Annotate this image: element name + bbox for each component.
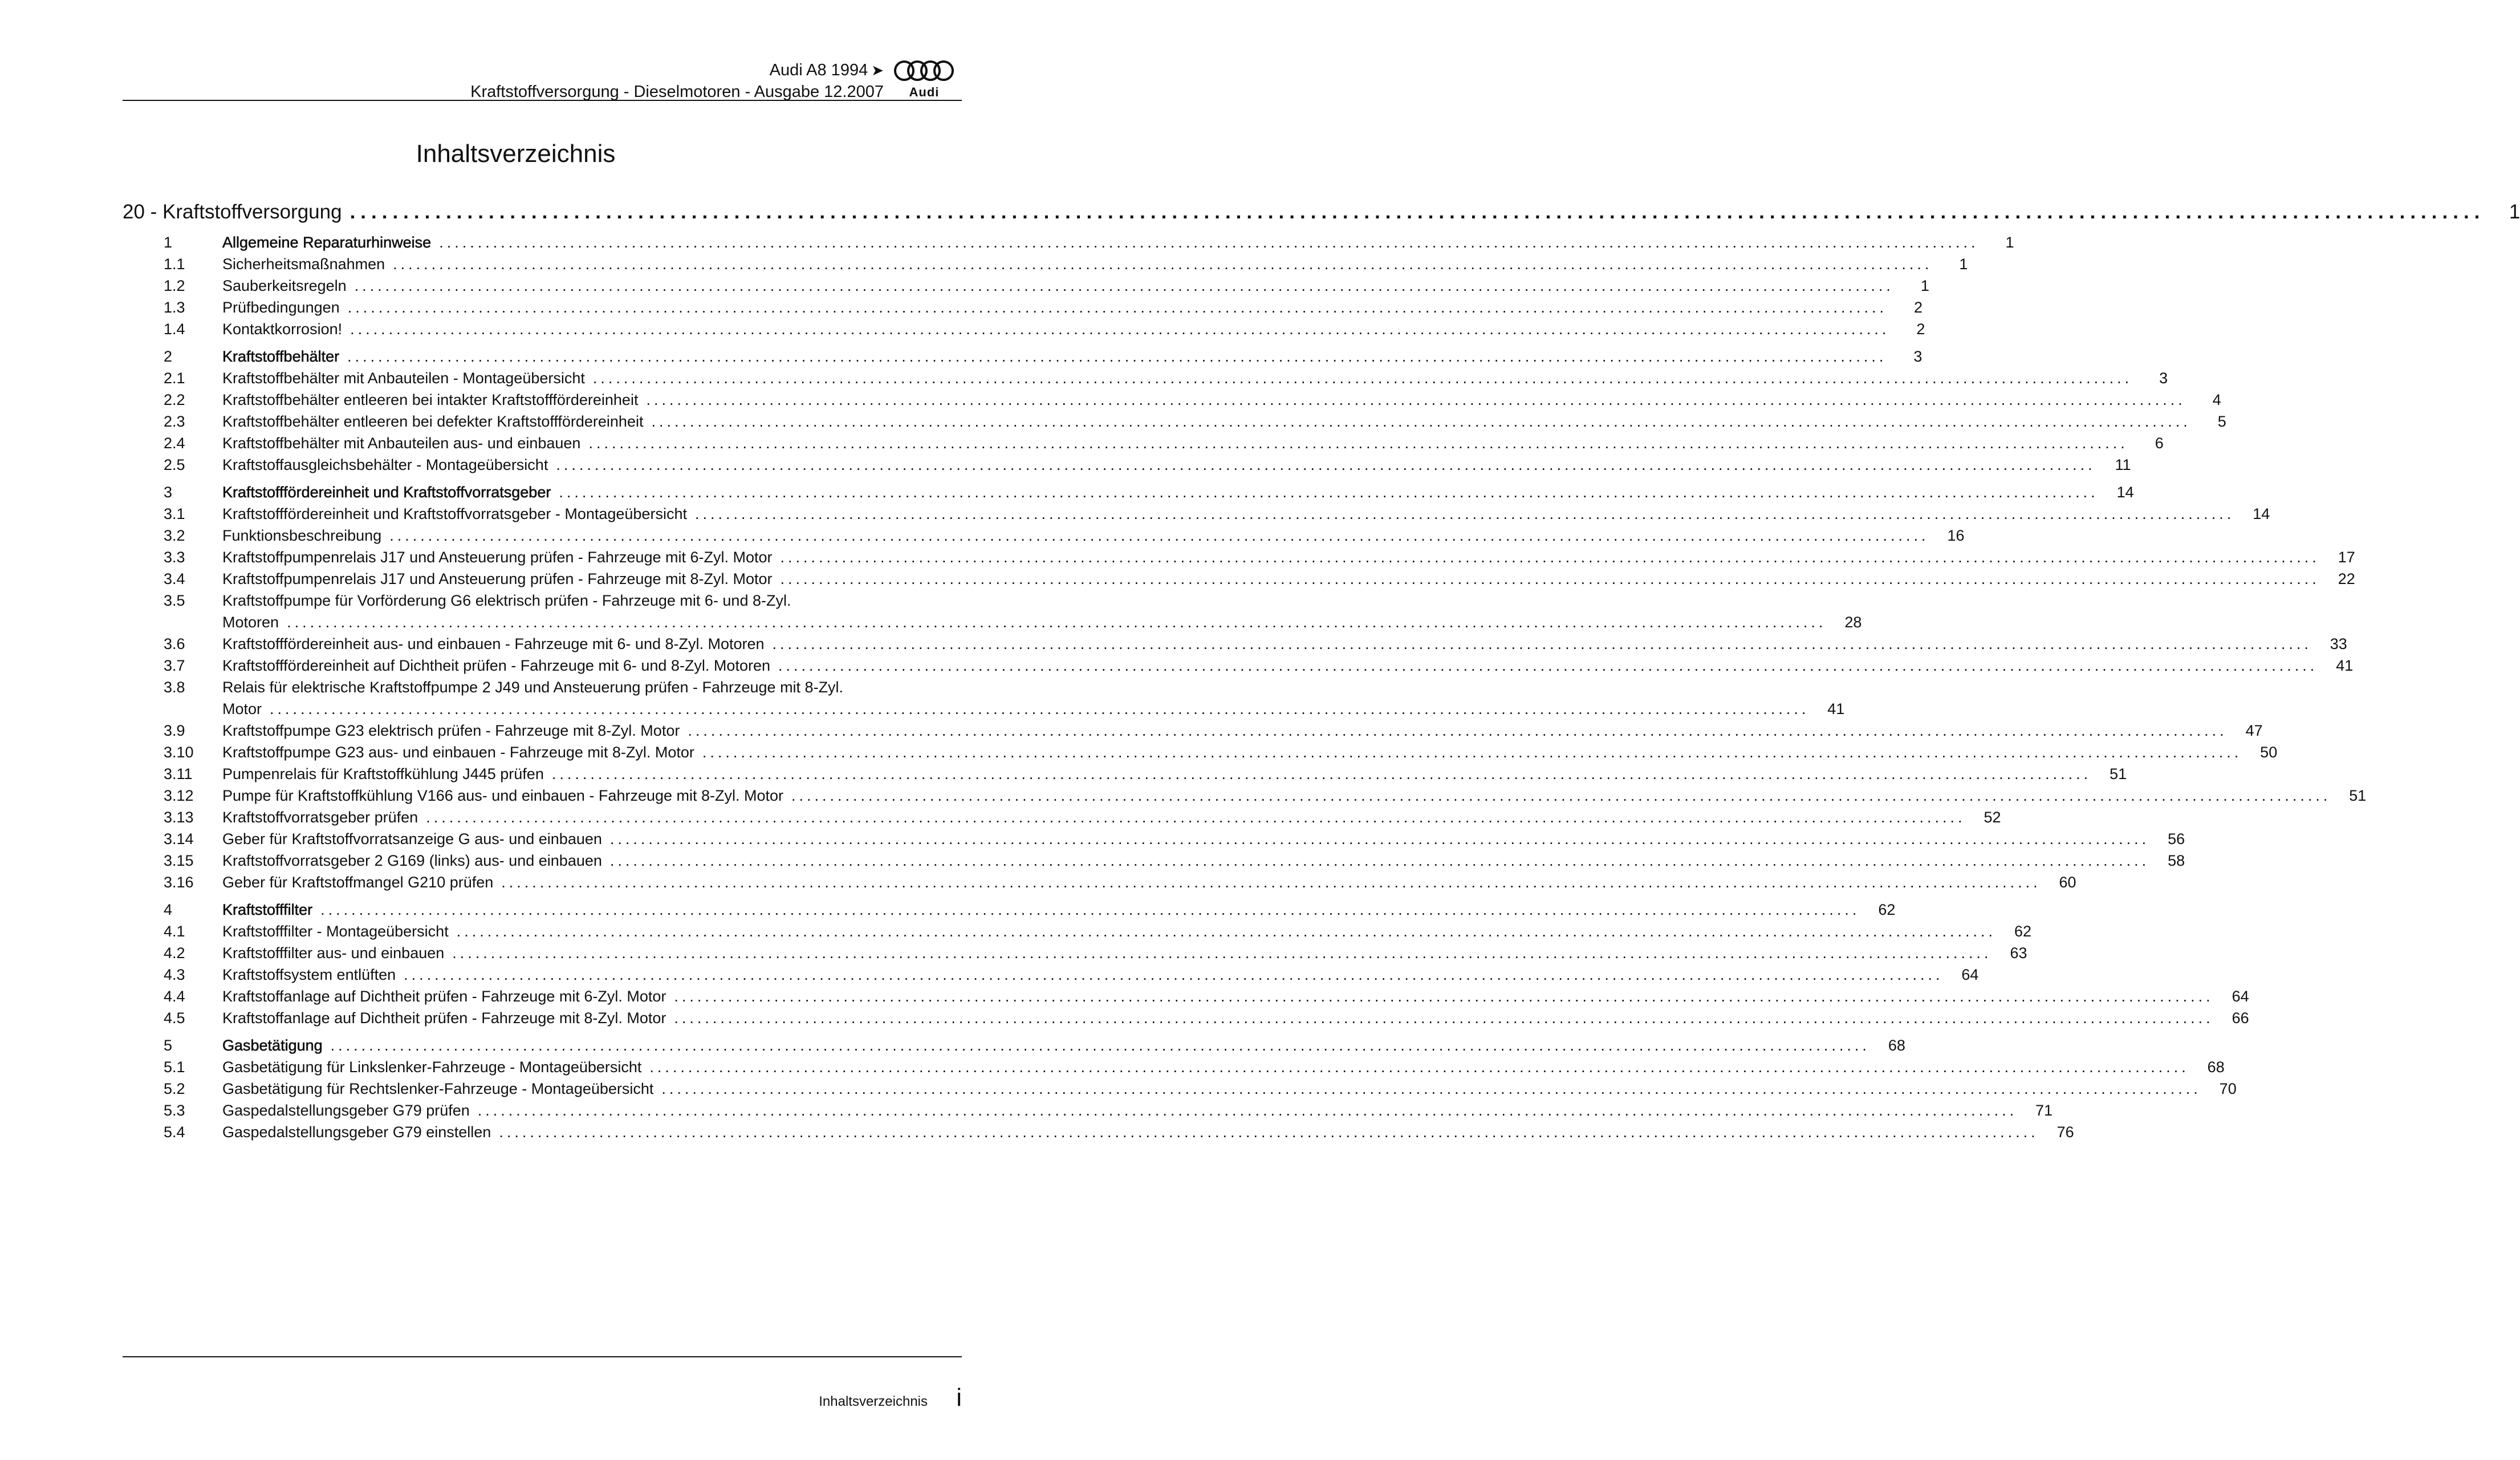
footer-page-number: i bbox=[956, 1384, 962, 1412]
toc-item-number: 2.4 bbox=[164, 435, 185, 452]
toc-item-page: 56 bbox=[2168, 830, 2185, 847]
toc-item-title: Geber für Kraftstoffvorratsanzeige G aus- und einbauen bbox=[222, 830, 602, 847]
toc-item-title: Sauberkeitsregeln bbox=[222, 277, 347, 294]
toc-item[interactable] bbox=[123, 828, 2185, 850]
toc-section-number: 5 bbox=[164, 1037, 173, 1054]
toc-item-page: 76 bbox=[2056, 1124, 2074, 1141]
toc-leader: ........................................................................................................................................................................................................ bbox=[780, 549, 2320, 566]
toc-item-number: 2.5 bbox=[164, 456, 185, 473]
toc-leader: ........................................................................................................................................................................................................ bbox=[694, 505, 2235, 522]
toc-leader: ........................................................................................................................................................................................................ bbox=[588, 435, 2128, 452]
toc-item-title: Kraftstofffördereinheit aus- und einbauen - Fahrzeuge mit 6- und 8-Zyl. Motoren bbox=[222, 635, 765, 652]
toc-item-title: Kraftstoffbehälter entleeren bei defekter Kraftstofffördereinheit bbox=[222, 413, 644, 430]
toc-leader: ........................................................................................................................................................................................................ bbox=[551, 765, 2092, 782]
toc-item-page: 4 bbox=[2212, 391, 2221, 408]
toc-leader: ........................................................................................................................................................................................................ bbox=[499, 1124, 2039, 1141]
toc-item-page: 11 bbox=[2115, 456, 2131, 473]
toc-item-page: 71 bbox=[2035, 1102, 2053, 1119]
toc-item-number: 2.1 bbox=[164, 370, 185, 387]
toc-item-page: 14 bbox=[2253, 505, 2270, 522]
toc-item-title: Kraftstoffanlage auf Dichtheit prüfen - Fahrzeuge mit 8-Zyl. Motor bbox=[222, 1009, 666, 1027]
toc-leader: ........................................................................................................................................................................................................ bbox=[791, 787, 2331, 804]
toc-item-number: 4.4 bbox=[164, 988, 185, 1005]
toc-leader: ........................................................................................................................................................................................................ bbox=[270, 700, 1810, 717]
toc-section[interactable] bbox=[123, 346, 1922, 367]
toc-item-page: 17 bbox=[2338, 549, 2355, 566]
audi-logo bbox=[892, 59, 956, 99]
header-model: Audi A8 1994 bbox=[769, 61, 868, 79]
toc-leader: ........................................................................................................................................................................................................ bbox=[556, 456, 2096, 473]
toc-leader: ........................................................................................................................................................................................................ bbox=[456, 923, 1996, 940]
toc-item-title: Kraftstoffvorratsgeber 2 G169 (links) aus- und einbauen bbox=[222, 852, 602, 869]
toc-item-number: 5.1 bbox=[164, 1058, 185, 1076]
toc-section-number: 2 bbox=[164, 348, 173, 365]
toc-section-title: Allgemeine Reparaturhinweise bbox=[222, 234, 432, 251]
header-rule bbox=[123, 100, 962, 101]
toc-item[interactable] bbox=[123, 454, 2131, 476]
toc-leader: ........................................................................................................................................................................................................ bbox=[772, 635, 2312, 652]
toc-leader: ........................................................................................................................................................................................................ bbox=[646, 391, 2186, 408]
toc-item-title: Pumpenrelais für Kraftstoffkühlung J445 prüfen bbox=[222, 765, 544, 782]
toc-chapter-page: 1 bbox=[2509, 201, 2520, 223]
toc-item[interactable] bbox=[123, 785, 2367, 806]
page-header bbox=[123, 54, 962, 101]
toc-item[interactable] bbox=[123, 676, 1845, 720]
toc-item-number: 3.9 bbox=[164, 722, 185, 739]
toc-item-number: 5.4 bbox=[164, 1124, 185, 1141]
toc-item[interactable] bbox=[123, 411, 2226, 432]
toc-item-title: Relais für elektrische Kraftstoffpumpe 2 J49 und Ansteuerung prüfen - Fahrzeuge mit 8-Zyl. bbox=[222, 679, 844, 696]
toc-item-title: Kraftstoffbehälter mit Anbauteilen - Montageübersicht bbox=[222, 370, 585, 387]
toc-item-title: Kraftstoffpumpenrelais J17 und Ansteuerung prüfen - Fahrzeuge mit 8-Zyl. Motor bbox=[222, 570, 773, 587]
toc-item-page: 2 bbox=[1916, 321, 1925, 338]
toc-item-title: Gaspedalstellungsgeber G79 einstellen bbox=[222, 1124, 491, 1141]
toc-section-number: 1 bbox=[164, 234, 173, 251]
toc-leader: ........................................................................................................................................................................................................ bbox=[778, 657, 2318, 674]
toc-item-number: 3.11 bbox=[164, 765, 193, 782]
toc-leader: ........................................................................................................................................................................................................ bbox=[501, 874, 2041, 891]
toc-item-title: Kraftstofffilter - Montageübersicht bbox=[222, 923, 449, 940]
toc-item[interactable] bbox=[123, 850, 2185, 871]
table-of-contents bbox=[123, 198, 2520, 1143]
toc-item-number: 4.1 bbox=[164, 923, 185, 940]
toc-item-number: 3.7 bbox=[164, 657, 185, 674]
toc-item-title: Kraftstoffsystem entlüften bbox=[222, 966, 396, 983]
toc-item-title: Kraftstoffvorratsgeber prüfen bbox=[222, 809, 418, 826]
toc-leader: ........................................................................................................................................................................................................ bbox=[350, 321, 1890, 338]
toc-item[interactable] bbox=[123, 432, 2164, 454]
toc-section-number: 4 bbox=[164, 901, 173, 918]
toc-item-title: Kontaktkorrosion! bbox=[222, 321, 343, 338]
toc-leader: ........................................................................................................................................................................................................ bbox=[347, 299, 1887, 316]
toc-item[interactable] bbox=[123, 367, 2168, 389]
toc-item-page: 52 bbox=[1984, 809, 2001, 826]
toc-item[interactable] bbox=[123, 1007, 2249, 1029]
toc-item[interactable] bbox=[123, 525, 1965, 546]
toc-item-title: Prüfbedingungen bbox=[222, 299, 340, 316]
toc-section-title: Kraftstofffilter bbox=[222, 901, 313, 918]
toc-leader: ........................................................................................................................................................................................................ bbox=[349, 201, 2485, 223]
toc-item[interactable] bbox=[123, 806, 2001, 828]
toc-item-page: 1 bbox=[1959, 256, 1968, 273]
toc-item-page: 50 bbox=[2260, 744, 2278, 761]
toc-item-number: 3.3 bbox=[164, 549, 185, 566]
toc-item-title-cont: Motoren bbox=[222, 614, 279, 631]
toc-item-title: Gasbetätigung für Rechtslenker-Fahrzeuge - Montageübersicht bbox=[222, 1080, 654, 1097]
toc-item[interactable] bbox=[123, 1078, 2237, 1100]
toc-item[interactable] bbox=[123, 871, 2076, 893]
toc-item-number: 1.4 bbox=[164, 321, 185, 338]
page-footer bbox=[123, 1356, 962, 1412]
toc-leader: ........................................................................................................................................................................................................ bbox=[609, 852, 2150, 869]
toc-item-page: 66 bbox=[2232, 1009, 2249, 1027]
toc-item-title: Gaspedalstellungsgeber G79 prüfen bbox=[222, 1102, 470, 1119]
page-title: Inhaltsverzeichnis bbox=[416, 140, 616, 168]
toc-item[interactable] bbox=[123, 590, 1862, 633]
toc-item-number: 3.4 bbox=[164, 570, 185, 587]
toc-item-number: 5.3 bbox=[164, 1102, 185, 1119]
toc-section-page: 1 bbox=[2005, 234, 2014, 251]
toc-item[interactable] bbox=[123, 568, 2355, 590]
toc-item-title: Pumpe für Kraftstoffkühlung V166 aus- und einbauen - Fahrzeuge mit 8-Zyl. Motor bbox=[222, 787, 784, 804]
toc-item-number: 3.8 bbox=[164, 679, 185, 696]
toc-leader: ........................................................................................................................................................................................................ bbox=[320, 901, 1860, 918]
toc-section-title: Gasbetätigung bbox=[222, 1037, 323, 1054]
toc-leader: ........................................................................................................................................................................................................ bbox=[688, 722, 2228, 739]
toc-item-title: Kraftstoffausgleichsbehälter - Montageübersicht bbox=[222, 456, 548, 473]
toc-item-number: 3.14 bbox=[164, 830, 194, 847]
toc-section-title: Kraftstoffbehälter bbox=[222, 348, 340, 365]
toc-item-number: 4.5 bbox=[164, 1009, 185, 1027]
toc-leader: ........................................................................................................................................................................................................ bbox=[354, 277, 1894, 294]
toc-section-number: 3 bbox=[164, 484, 173, 501]
footer-label: Inhaltsverzeichnis bbox=[819, 1394, 928, 1409]
toc-item-title: Gasbetätigung für Linkslenker-Fahrzeuge - Montageübersicht bbox=[222, 1058, 642, 1076]
toc-item-page: 63 bbox=[2010, 944, 2027, 962]
toc-item-number: 1.3 bbox=[164, 299, 185, 316]
toc-leader: ........................................................................................................................................................................................................ bbox=[702, 744, 2242, 761]
toc-item[interactable] bbox=[123, 942, 2027, 964]
toc-leader: ........................................................................................................................................................................................................ bbox=[559, 484, 2099, 501]
toc-item-number: 2.3 bbox=[164, 413, 185, 430]
toc-item-page: 64 bbox=[1961, 966, 1979, 983]
toc-item-title: Kraftstoffpumpe G23 elektrisch prüfen - Fahrzeuge mit 8-Zyl. Motor bbox=[222, 722, 680, 739]
toc-item-page: 33 bbox=[2330, 635, 2347, 652]
toc-item-number: 3.12 bbox=[164, 787, 194, 804]
header-subtitle: Kraftstoffversorgung - Dieselmotoren - Ausgabe 12.2007 bbox=[470, 83, 884, 101]
toc-item-number: 3.13 bbox=[164, 809, 194, 826]
toc-chapter[interactable] bbox=[123, 198, 2520, 226]
toc-section-title: Kraftstofffördereinheit und Kraftstoffvorratsgeber bbox=[222, 484, 551, 501]
toc-item-number: 1.1 bbox=[164, 256, 185, 273]
toc-item-number: 1.2 bbox=[164, 277, 185, 294]
toc-chapter-title: 20 - Kraftstoffversorgung bbox=[123, 201, 342, 223]
toc-item-title-cont: Motor bbox=[222, 700, 262, 717]
toc-item-page: 41 bbox=[1827, 700, 1845, 717]
toc-item-title: Kraftstofffilter aus- und einbauen bbox=[222, 944, 445, 962]
toc-section[interactable] bbox=[123, 232, 2014, 253]
toc-item-page: 16 bbox=[1947, 527, 1965, 544]
toc-item[interactable] bbox=[123, 633, 2347, 655]
toc-leader: ........................................................................................................................................................................................................ bbox=[330, 1037, 1870, 1054]
toc-item-page: 62 bbox=[2014, 923, 2031, 940]
toc-item-number: 3.10 bbox=[164, 744, 194, 761]
toc-item-number: 4.3 bbox=[164, 966, 185, 983]
toc-item[interactable] bbox=[123, 964, 1979, 986]
toc-item-page: 22 bbox=[2338, 570, 2355, 587]
toc-item-number: 3.6 bbox=[164, 635, 185, 652]
toc-item-number: 3.15 bbox=[164, 852, 194, 869]
toc-section[interactable] bbox=[123, 1035, 1905, 1056]
toc-item-title: Kraftstoffpumpenrelais J17 und Ansteuerung prüfen - Fahrzeuge mit 6-Zyl. Motor bbox=[222, 549, 773, 566]
toc-item-title: Kraftstoffanlage auf Dichtheit prüfen - Fahrzeuge mit 6-Zyl. Motor bbox=[222, 988, 666, 1005]
toc-leader: ........................................................................................................................................................................................................ bbox=[404, 966, 1944, 983]
toc-leader: ........................................................................................................................................................................................................ bbox=[426, 809, 1966, 826]
toc-leader: ........................................................................................................................................................................................................ bbox=[651, 413, 2191, 430]
toc-item[interactable] bbox=[123, 503, 2270, 525]
toc-item-title: Kraftstoffbehälter mit Anbauteilen aus- und einbauen bbox=[222, 435, 581, 452]
toc-item[interactable] bbox=[123, 763, 2127, 785]
toc-item-number: 4.2 bbox=[164, 944, 185, 962]
toc-item-number: 2.2 bbox=[164, 391, 185, 408]
toc-item-page: 51 bbox=[2110, 765, 2127, 782]
toc-item-number: 3.5 bbox=[164, 592, 185, 609]
toc-item-number: 3.1 bbox=[164, 505, 185, 522]
toc-item[interactable] bbox=[123, 1056, 2225, 1078]
toc-item-page: 58 bbox=[2168, 852, 2185, 869]
toc-leader: ........................................................................................................................................................................................................ bbox=[477, 1102, 2018, 1119]
toc-item-page: 6 bbox=[2155, 435, 2164, 452]
toc-item[interactable] bbox=[123, 253, 1968, 275]
toc-item-title: Kraftstoffbehälter entleeren bei intakter Kraftstofffördereinheit bbox=[222, 391, 639, 408]
toc-section[interactable] bbox=[123, 481, 2134, 503]
toc-item[interactable] bbox=[123, 297, 1922, 318]
toc-leader: ........................................................................................................................................................................................................ bbox=[393, 256, 1933, 273]
audi-rings-icon bbox=[892, 59, 956, 83]
toc-section-page: 68 bbox=[1888, 1037, 1905, 1054]
toc-leader: ........................................................................................................................................................................................................ bbox=[389, 527, 1929, 544]
toc-item-title: Kraftstofffördereinheit und Kraftstoffvorratsgeber - Montageübersicht bbox=[222, 505, 687, 522]
toc-item[interactable] bbox=[123, 1100, 2053, 1121]
toc-item-page: 3 bbox=[2159, 370, 2168, 387]
toc-item-page: 28 bbox=[1844, 614, 1862, 631]
toc-item-page: 68 bbox=[2207, 1058, 2225, 1076]
toc-item-title: Kraftstoffpumpe für Vorförderung G6 elektrisch prüfen - Fahrzeuge mit 6- und 8-Zyl. bbox=[222, 592, 791, 609]
toc-item-title: Geber für Kraftstoffmangel G210 prüfen bbox=[222, 874, 494, 891]
toc-item[interactable] bbox=[123, 986, 2249, 1007]
toc-item-page: 70 bbox=[2219, 1080, 2237, 1097]
toc-section-page: 3 bbox=[1913, 348, 1922, 365]
toc-item[interactable] bbox=[123, 275, 1929, 297]
toc-item-title: Kraftstofffördereinheit auf Dichtheit prüfen - Fahrzeuge mit 6- und 8-Zyl. Motoren bbox=[222, 657, 770, 674]
audi-logo-text: Audi bbox=[909, 85, 940, 99]
toc-leader: ........................................................................................................................................................................................................ bbox=[592, 370, 2133, 387]
toc-item-page: 64 bbox=[2232, 988, 2249, 1005]
toc-item[interactable] bbox=[123, 546, 2355, 568]
toc-item-page: 47 bbox=[2245, 722, 2263, 739]
toc-item[interactable] bbox=[123, 741, 2278, 763]
toc-item-title: Kraftstoffpumpe G23 aus- und einbauen - Fahrzeuge mit 8-Zyl. Motor bbox=[222, 744, 694, 761]
toc-item-number: 5.2 bbox=[164, 1080, 185, 1097]
toc-item-title: Funktionsbeschreibung bbox=[222, 527, 382, 544]
toc-leader: ........................................................................................................................................................................................................ bbox=[649, 1058, 2189, 1076]
toc-item[interactable] bbox=[123, 1121, 2074, 1143]
toc-leader: ........................................................................................................................................................................................................ bbox=[609, 830, 2150, 847]
toc-item-number: 3.2 bbox=[164, 527, 185, 544]
toc-section[interactable] bbox=[123, 899, 1896, 920]
footer-rule bbox=[123, 1356, 962, 1357]
toc-item-page: 41 bbox=[2336, 657, 2354, 674]
toc-leader: ........................................................................................................................................................................................................ bbox=[674, 1009, 2214, 1027]
arrow-right-icon: ➤ bbox=[871, 62, 884, 79]
toc-item[interactable] bbox=[123, 920, 2031, 942]
toc-leader: ........................................................................................................................................................................................................ bbox=[287, 614, 1827, 631]
toc-item[interactable] bbox=[123, 655, 2354, 676]
toc-item-page: 5 bbox=[2217, 413, 2226, 430]
toc-leader: ........................................................................................................................................................................................................ bbox=[780, 570, 2320, 587]
toc-item-number: 3.16 bbox=[164, 874, 194, 891]
toc-leader: ........................................................................................................................................................................................................ bbox=[674, 988, 2214, 1005]
toc-item[interactable] bbox=[123, 389, 2221, 411]
toc-item[interactable] bbox=[123, 720, 2263, 741]
toc-leader: ........................................................................................................................................................................................................ bbox=[439, 234, 1979, 251]
toc-item-page: 1 bbox=[1920, 277, 1929, 294]
toc-item-page: 2 bbox=[1913, 299, 1922, 316]
toc-leader: ........................................................................................................................................................................................................ bbox=[452, 944, 1992, 962]
toc-item-page: 51 bbox=[2349, 787, 2367, 804]
toc-item-title: Sicherheitsmaßnahmen bbox=[222, 256, 385, 273]
toc-item[interactable] bbox=[123, 318, 1925, 340]
toc-item-page: 60 bbox=[2059, 874, 2076, 891]
toc-section-page: 14 bbox=[2116, 484, 2134, 501]
toc-leader: ........................................................................................................................................................................................................ bbox=[661, 1080, 2201, 1097]
toc-section-page: 62 bbox=[1878, 901, 1896, 918]
toc-leader: ........................................................................................................................................................................................................ bbox=[347, 348, 1887, 365]
